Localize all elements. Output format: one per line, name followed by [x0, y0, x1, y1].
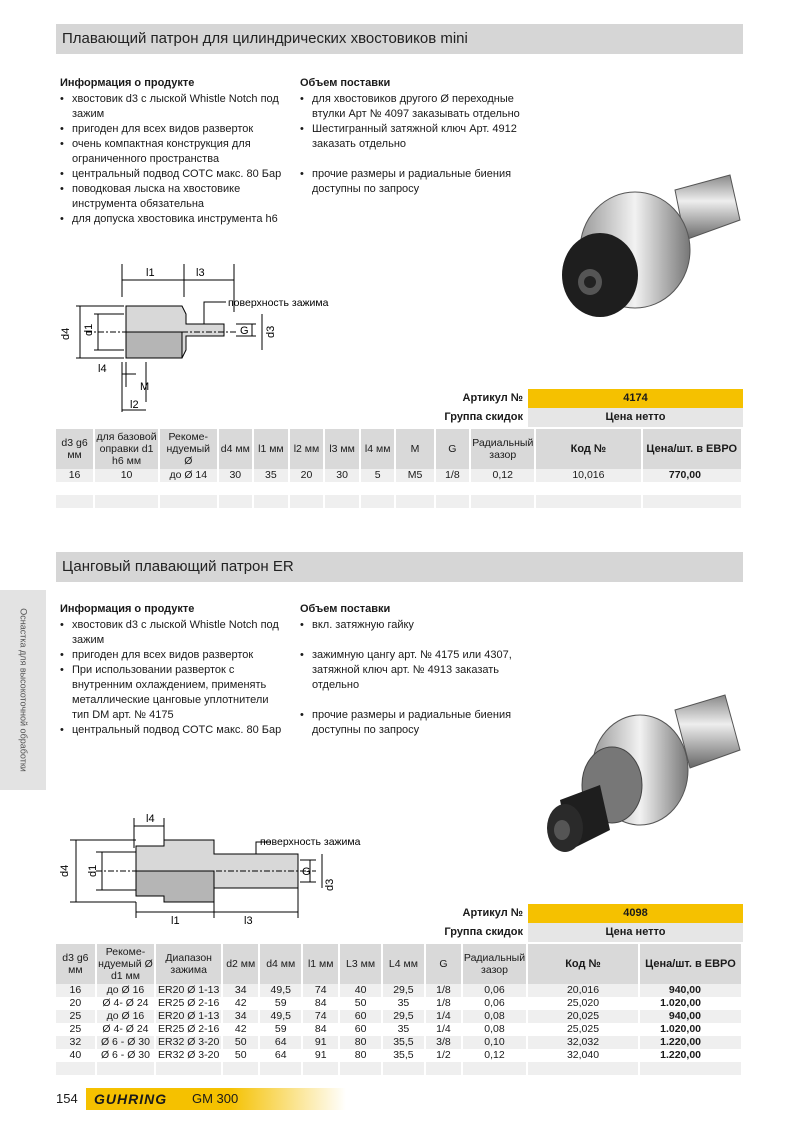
table-cell: 29,5 — [382, 1010, 425, 1023]
footer — [56, 1088, 743, 1110]
delivery-list — [300, 92, 520, 197]
table-cell: 74 — [302, 984, 339, 997]
table-cell: 1/8 — [425, 984, 462, 997]
table-cell — [222, 1062, 259, 1075]
spec-table-1 — [56, 429, 743, 508]
table-cell: Ø 6 - Ø 30 — [96, 1036, 155, 1049]
table-cell — [642, 495, 743, 508]
table-cell: 25,020 — [527, 997, 639, 1010]
table-cell: ER25 Ø 2-16 — [155, 1023, 222, 1036]
list-item: • очень компактная конструкция для ограниченного пространства — [60, 137, 285, 167]
table-cell — [339, 1062, 382, 1075]
column-header: Диапазон зажима — [155, 944, 222, 984]
list-item: • пригоден для всех видов разверток — [60, 122, 285, 137]
table-cell — [435, 495, 471, 508]
table-cell: 30 — [324, 469, 360, 482]
table-cell: 49,5 — [259, 984, 302, 997]
delivery-heading: Объем поставки — [300, 77, 391, 89]
table-cell: 60 — [339, 1010, 382, 1023]
table-cell: ER25 Ø 2-16 — [155, 997, 222, 1010]
section-1-title: Плавающий патрон для цилиндрических хвостовиков mini — [56, 24, 743, 54]
list-item: • При использовании разверток с внутренним охлаждением, применять металлические цанговые уплотнители тип DM арт. № 4175 — [60, 663, 285, 723]
table-cell: 0,08 — [462, 1010, 527, 1023]
table-row — [56, 469, 742, 482]
delivery-heading: Объем поставки — [300, 603, 391, 615]
dim-d1: d1 — [83, 323, 95, 336]
column-header: Радиальный зазор — [462, 944, 527, 984]
table-cell: 40 — [56, 1049, 96, 1062]
table-cell: 0,10 — [462, 1036, 527, 1049]
table-cell: 80 — [339, 1049, 382, 1062]
table-cell: 1/2 — [425, 1049, 462, 1062]
info-list — [60, 92, 285, 227]
table-cell: 32 — [56, 1036, 96, 1049]
dim-l4: l4 — [146, 813, 155, 825]
table-cell: 49,5 — [259, 1010, 302, 1023]
column-header: d3 g6 мм — [56, 429, 94, 469]
table-cell — [218, 482, 254, 495]
dim-l1: l1 — [171, 915, 180, 927]
table-cell: 40 — [339, 984, 382, 997]
dim-l3: l3 — [196, 267, 205, 279]
table-cell — [155, 1062, 222, 1075]
table-cell: 50 — [222, 1049, 259, 1062]
dim-d3: d3 — [324, 878, 336, 891]
table-cell — [470, 495, 535, 508]
article-label: Артикул № — [462, 907, 523, 919]
list-item: • хвостовик d3 с лыской Whistle Notch под зажим — [60, 618, 285, 648]
table-cell — [324, 482, 360, 495]
product-image-2 — [530, 680, 745, 880]
column-header: d3 g6 мм — [56, 944, 96, 984]
table-cell: Ø 6 - Ø 30 — [96, 1049, 155, 1062]
column-header: d4 мм — [218, 429, 254, 469]
table-cell: ER20 Ø 1-13 — [155, 984, 222, 997]
table-cell: 35 — [382, 1023, 425, 1036]
page-number: 154 — [56, 1091, 78, 1106]
table-cell: 1/4 — [425, 1010, 462, 1023]
table-cell — [395, 495, 434, 508]
table-cell: 10 — [94, 469, 159, 482]
table-cell: 59 — [259, 997, 302, 1010]
table-cell: 35,5 — [382, 1049, 425, 1062]
table-row — [56, 482, 742, 495]
dim-M: M — [140, 381, 150, 393]
dim-l2: l2 — [130, 399, 139, 411]
table-row — [56, 1023, 742, 1036]
table-row — [56, 1010, 742, 1023]
table-cell: 25,025 — [527, 1023, 639, 1036]
column-header: Радиальный зазор — [470, 429, 535, 469]
table-row — [56, 984, 742, 997]
table-cell — [639, 1062, 742, 1075]
discount-label: Группа скидок — [444, 411, 523, 423]
discount-value: Цена нетто — [528, 923, 743, 942]
table-cell: 34 — [222, 1010, 259, 1023]
spec-table-2 — [56, 944, 743, 1075]
column-header: l4 мм — [360, 429, 396, 469]
column-header: для базовой оправки d1 h6 мм — [94, 429, 159, 469]
table-cell: 42 — [222, 1023, 259, 1036]
table-cell: ER32 Ø 3-20 — [155, 1036, 222, 1049]
discount-value: Цена нетто — [528, 408, 743, 427]
table-cell: 1.020,00 — [639, 1023, 742, 1036]
table-cell: 32,032 — [527, 1036, 639, 1049]
dim-d4: d4 — [60, 327, 72, 340]
table-cell: 20 — [56, 997, 96, 1010]
table-cell: 1.020,00 — [639, 997, 742, 1010]
table-cell: 10,016 — [535, 469, 641, 482]
table-cell: до Ø 14 — [159, 469, 217, 482]
column-header: d2 мм — [222, 944, 259, 984]
list-item: • вкл. затяжную гайку — [300, 618, 525, 633]
table-cell: 0,12 — [462, 1049, 527, 1062]
column-header: Рекоме-ндуемый Ø — [159, 429, 217, 469]
table-cell: 0,06 — [462, 997, 527, 1010]
table-cell: 60 — [339, 1023, 382, 1036]
column-header: l3 мм — [324, 429, 360, 469]
table-cell — [360, 495, 396, 508]
table-cell: 940,00 — [639, 1010, 742, 1023]
article-label: Артикул № — [462, 392, 523, 404]
table-row — [56, 997, 742, 1010]
dim-d3: d3 — [265, 325, 277, 338]
list-item: • для хвостовиков другого Ø переходные втулки Арт № 4097 заказывать отдельно — [300, 92, 520, 122]
table-cell: 770,00 — [642, 469, 743, 482]
table-cell — [527, 1062, 639, 1075]
table-row — [56, 1049, 742, 1062]
column-header: l2 мм — [289, 429, 325, 469]
catalog-name: GM 300 — [192, 1091, 239, 1106]
table-row — [56, 1062, 742, 1075]
table-cell — [253, 482, 289, 495]
table-cell — [324, 495, 360, 508]
table-cell — [289, 495, 325, 508]
table-cell — [94, 495, 159, 508]
column-header: Цена/шт. в ЕВРО — [642, 429, 743, 469]
table-cell: 74 — [302, 1010, 339, 1023]
table-cell: Ø 4- Ø 24 — [96, 997, 155, 1010]
list-item: • поводковая лыска на хвостовике инструмента обязательна — [60, 182, 285, 212]
table-cell: ER32 Ø 3-20 — [155, 1049, 222, 1062]
table-cell — [470, 482, 535, 495]
delivery-info-1 — [300, 76, 520, 197]
discount-label: Группа скидок — [444, 926, 523, 938]
column-header: Код № — [535, 429, 641, 469]
dim-G: G — [302, 866, 311, 878]
product-info-1 — [60, 76, 285, 227]
article-number: 4098 — [528, 904, 743, 923]
table-cell — [56, 1062, 96, 1075]
table-cell: до Ø 16 — [96, 984, 155, 997]
product-image-1 — [545, 150, 745, 325]
info-heading: Информация о продукте — [60, 77, 195, 89]
dim-G: G — [240, 325, 249, 337]
column-header: G — [425, 944, 462, 984]
side-category-tab — [0, 590, 46, 790]
table-cell: 0,06 — [462, 984, 527, 997]
surface-label: поверхность зажима — [260, 836, 361, 848]
table-cell: 64 — [259, 1049, 302, 1062]
table-cell — [289, 482, 325, 495]
surface-label: поверхность зажима — [228, 297, 329, 309]
column-header: L3 мм — [339, 944, 382, 984]
list-item: • центральный подвод СОТС макс. 80 Бар — [60, 723, 285, 738]
table-cell — [259, 1062, 302, 1075]
table-cell: 1/8 — [435, 469, 471, 482]
dim-d4: d4 — [59, 864, 71, 877]
side-category-label: Оснастка для высокоточной обработки — [18, 608, 29, 772]
dim-l3: l3 — [244, 915, 253, 927]
table-cell — [56, 495, 94, 508]
table-cell: 1/8 — [425, 997, 462, 1010]
table-cell — [395, 482, 434, 495]
table-cell: 5 — [360, 469, 396, 482]
table-cell — [425, 1062, 462, 1075]
table-cell: ER20 Ø 1-13 — [155, 1010, 222, 1023]
table-cell: 50 — [222, 1036, 259, 1049]
table-cell — [360, 482, 396, 495]
table-cell: 3/8 — [425, 1036, 462, 1049]
list-item: • центральный подвод СОТС макс. 80 Бар — [60, 167, 285, 182]
table-cell: 50 — [339, 997, 382, 1010]
info-heading: Информация о продукте — [60, 603, 195, 615]
table-cell — [159, 495, 217, 508]
table-cell: 64 — [259, 1036, 302, 1049]
dim-l4: l4 — [98, 363, 107, 375]
table-cell: 35,5 — [382, 1036, 425, 1049]
table-cell: 0,12 — [470, 469, 535, 482]
column-header: Цена/шт. в ЕВРО — [639, 944, 742, 984]
table-cell — [159, 482, 217, 495]
delivery-info-2 — [300, 602, 525, 738]
list-item: • пригоден для всех видов разверток — [60, 648, 285, 663]
table-cell — [535, 495, 641, 508]
column-header: Код № — [527, 944, 639, 984]
table-cell: Ø 4- Ø 24 — [96, 1023, 155, 1036]
table-cell: 25 — [56, 1010, 96, 1023]
table-cell — [535, 482, 641, 495]
column-header: L4 мм — [382, 944, 425, 984]
table-cell: 34 — [222, 984, 259, 997]
table-cell: 25 — [56, 1023, 96, 1036]
table-cell — [435, 482, 471, 495]
table-cell: 80 — [339, 1036, 382, 1049]
table-cell — [462, 1062, 527, 1075]
product-info-2 — [60, 602, 285, 738]
list-item: • прочие размеры и радиальные биения доступны по запросу — [300, 167, 520, 197]
table-cell: 1.220,00 — [639, 1049, 742, 1062]
column-header: d4 мм — [259, 944, 302, 984]
table-row — [56, 1036, 742, 1049]
table-row — [56, 495, 742, 508]
table-cell: 30 — [218, 469, 254, 482]
table-cell: M5 — [395, 469, 434, 482]
delivery-list — [300, 618, 525, 738]
table-cell — [96, 1062, 155, 1075]
table-cell: 91 — [302, 1049, 339, 1062]
table-cell — [94, 482, 159, 495]
table-cell: 16 — [56, 469, 94, 482]
table-cell — [253, 495, 289, 508]
table-cell: 940,00 — [639, 984, 742, 997]
column-header: G — [435, 429, 471, 469]
table-cell: 59 — [259, 1023, 302, 1036]
table-cell: 42 — [222, 997, 259, 1010]
table-cell: 1.220,00 — [639, 1036, 742, 1049]
table-cell: 0,08 — [462, 1023, 527, 1036]
table-cell — [642, 482, 743, 495]
dim-d1: d1 — [87, 864, 99, 877]
list-item: • зажимную цангу арт. № 4175 или 4307, затяжной ключ арт. № 4913 заказать отдельно — [300, 648, 525, 693]
column-header: M — [395, 429, 434, 469]
info-list — [60, 618, 285, 738]
article-box-2 — [56, 904, 743, 942]
table-cell — [302, 1062, 339, 1075]
column-header: l1 мм — [253, 429, 289, 469]
dim-l1: l1 — [146, 267, 155, 279]
table-cell: 1/4 — [425, 1023, 462, 1036]
table-cell: 84 — [302, 1023, 339, 1036]
article-number: 4174 — [528, 389, 743, 408]
article-box-1 — [56, 389, 743, 427]
list-item: • Шестигранный затяжной ключ Арт. 4912 заказать отдельно — [300, 122, 520, 152]
column-header: Рекоме-ндуемый Ø d1 мм — [96, 944, 155, 984]
column-header: l1 мм — [302, 944, 339, 984]
list-item: • для допуска хвостовика инструмента h6 — [60, 212, 285, 227]
table-cell: 16 — [56, 984, 96, 997]
section-2-title: Цанговый плавающий патрон ER — [56, 552, 743, 582]
table-cell: 29,5 — [382, 984, 425, 997]
table-cell: 32,040 — [527, 1049, 639, 1062]
table-cell — [56, 482, 94, 495]
table-cell: 35 — [382, 997, 425, 1010]
table-cell: 20,025 — [527, 1010, 639, 1023]
table-cell: 20 — [289, 469, 325, 482]
table-cell — [218, 495, 254, 508]
table-cell: 91 — [302, 1036, 339, 1049]
list-item: • хвостовик d3 с лыской Whistle Notch под зажим — [60, 92, 285, 122]
table-cell — [382, 1062, 425, 1075]
table-cell: до Ø 16 — [96, 1010, 155, 1023]
table-cell: 35 — [253, 469, 289, 482]
table-cell: 84 — [302, 997, 339, 1010]
brand-logo: GUHRING — [94, 1091, 168, 1107]
table-cell: 20,016 — [527, 984, 639, 997]
list-item: • прочие размеры и радиальные биения доступны по запросу — [300, 708, 525, 738]
